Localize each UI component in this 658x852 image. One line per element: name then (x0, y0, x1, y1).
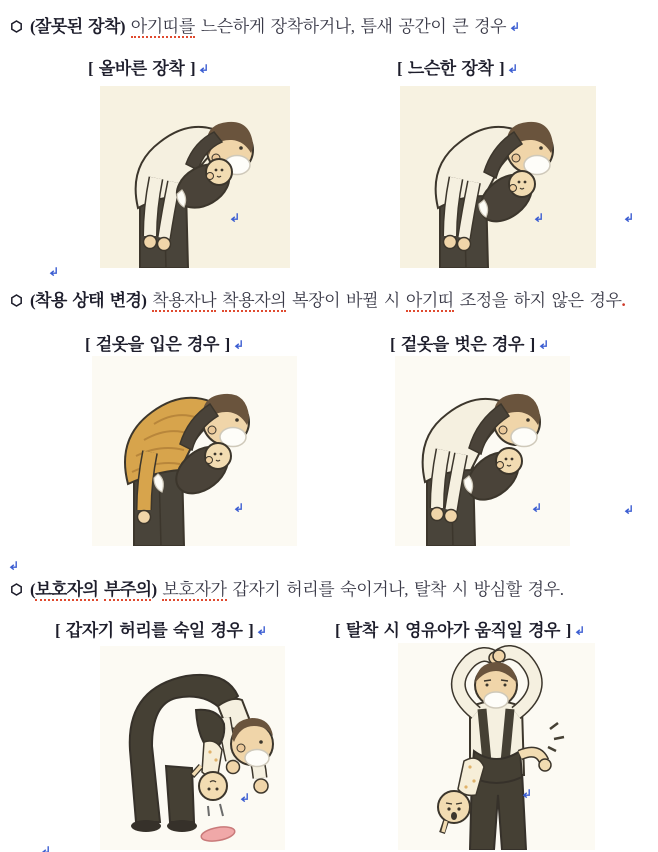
text-run: 아기띠 (405, 291, 454, 310)
return-mark-icon (538, 339, 549, 351)
text-run: ( (30, 580, 36, 599)
section2-heading-text (30, 291, 625, 312)
label-text: [ 겉옷을 벗은 경우 ] (390, 335, 535, 354)
bullet-icon (10, 583, 23, 596)
return-mark-icon (623, 504, 634, 516)
label-jacket-on (85, 330, 244, 355)
label-text: [ 느슨한 장착 ] (397, 59, 505, 78)
text-run: (착용 상태 변경) (30, 291, 147, 310)
return-mark-icon (48, 266, 59, 278)
label-sudden-bending (55, 616, 267, 641)
return-mark-icon (233, 339, 244, 351)
return-mark-icon (507, 63, 518, 75)
text-run: . (621, 291, 626, 310)
return-mark-icon (8, 560, 19, 572)
label-text: [ 갑자기 허리를 숙일 경우 ] (55, 621, 254, 640)
label-baby-moves-during-detach (335, 616, 585, 641)
return-mark-icon (521, 788, 532, 800)
illustration-correct-fastening (100, 86, 290, 268)
illustration-sudden-bending-baby-falls (100, 646, 285, 850)
text-run: 착용자나 (152, 291, 217, 310)
return-mark-icon (229, 212, 240, 224)
text-run: ) (151, 580, 157, 599)
label-text: [ 탈착 시 영유아가 움직일 경우 ] (335, 621, 571, 640)
text-run: 보호자가 (162, 580, 227, 599)
text-run: 아기띠를 (130, 17, 195, 36)
illustration-loose-fastening (400, 86, 596, 268)
text-run: 갑자기 허리를 숙이거나, 탈착 시 방심할 경우. (226, 580, 564, 599)
bullet-icon (10, 20, 23, 33)
return-mark-icon (574, 625, 585, 637)
section2-heading (10, 289, 625, 313)
section1-heading (10, 15, 520, 39)
section1-heading-text (30, 17, 520, 36)
section3-heading-text (30, 580, 564, 601)
return-mark-icon (531, 502, 542, 514)
text-run: 느슨하게 장착하거나, 틈새 공간이 큰 경우 (194, 17, 507, 36)
text-run (125, 17, 131, 36)
text-run: 복장이 바뀔 시 (286, 291, 406, 310)
illustration-wearing-outer-jacket (92, 356, 297, 546)
illustration-outer-jacket-removed (395, 356, 570, 546)
bullet-icon (10, 294, 23, 307)
label-jacket-off (390, 330, 549, 355)
return-mark-icon (509, 21, 520, 33)
return-mark-icon (256, 625, 267, 637)
label-text: [ 겉옷을 입은 경우 ] (85, 335, 230, 354)
return-mark-icon (40, 845, 51, 852)
return-mark-icon (623, 212, 634, 224)
text-run: 착용자의 (222, 291, 287, 310)
label-loose-fastening (397, 54, 518, 79)
return-mark-icon (198, 63, 209, 75)
label-correct-fastening (88, 54, 209, 79)
illustration-baby-moves-during-detach (398, 643, 595, 850)
return-mark-icon (239, 792, 250, 804)
return-mark-icon (233, 502, 244, 514)
text-run: (잘못된 장착) (30, 17, 125, 36)
section3-heading (10, 578, 564, 602)
return-mark-icon (533, 212, 544, 224)
text-run: 부주의 (104, 580, 152, 599)
label-text: [ 올바른 장착 ] (88, 59, 196, 78)
text-run: 조정을 하지 않은 경우 (453, 291, 622, 310)
text-run: 보호자의 (35, 580, 99, 599)
